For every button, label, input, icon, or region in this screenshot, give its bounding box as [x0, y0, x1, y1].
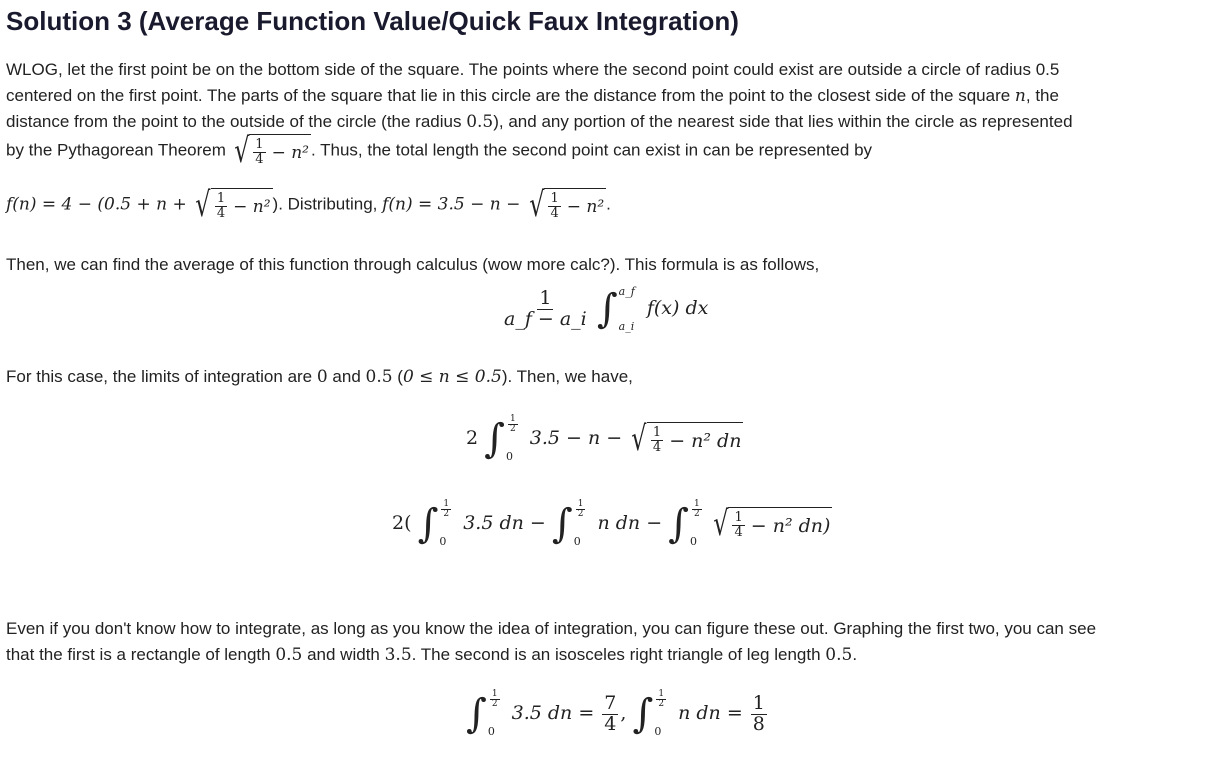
- text-line: WLOG, let the first point be on the bottom side of the square. The points where the second point could exist are outside a circle of radius 0.5: [6, 60, 1060, 79]
- text-line: centered on the first point. The parts of the square that lie in this circle are the distance from the point to the closest side of the square n, the: [6, 86, 1059, 106]
- equation-results: ∫ $\frac{1}{2}$ 0 3.5 dn = $\frac{7}{4}$ , ∫ $\frac{1}{2}$ 0 n dn = $\frac{1}{8}$: [466, 689, 765, 738]
- text-line: Even if you don't know how to integrate, as long as you know the idea of integration, you can figure these out. Graphing the first two, you can see: [6, 619, 1097, 638]
- paragraph-limits: For this case, the limits of integration are 0 and 0.5 (0 ≤ n ≤ 0.5). Then, we have,: [6, 367, 633, 387]
- equation-integral-1: 2 ∫ $\frac{1}{2}$ 0 3.5 − n − √ $\frac{1}{4}$ − n² dn: [466, 414, 742, 463]
- equation-integral-2: 2( ∫ $\frac{1}{2}$ 0 3.5 dn − ∫ $\frac{1}{2}$ 0 n dn − ∫ $\frac{1}{2}$ 0 √ $\frac{1}{4}$ − n² dn): [392, 499, 831, 548]
- text-line-pythagorean: by the Pythagorean Theorem √ $\frac{1}{4}$ − n² . Thus, the total length the second point can exist in can be represented by: [6, 131, 873, 171]
- sqrt-expression: √ $\frac{1}{4}$ − n²: [233, 131, 309, 171]
- text-line: that the first is a rectangle of length 0.5 and width 3.5. The second is an isosceles right triangle of leg length 0.5.: [6, 645, 858, 665]
- text-line: distance from the point to the outside of the circle (the radius 0.5), and any portion of the nearest side that lies within the circle as represented: [6, 112, 1073, 132]
- formula-line: f(n) = 4 − (0.5 + n + √ $\frac{1}{4}$ − n² ). Distributing, f(n) = 3.5 − n − √ $\frac{1}{4}$ − n² .: [6, 185, 611, 225]
- paragraph-graphing: [6, 616, 1206, 668]
- paragraph-average: Then, we can find the average of this function through calculus (wow more calc?). This formula is as follows,: [6, 255, 820, 274]
- average-formula: $\frac{1}{a\_f - a\_i}$ ∫ a_f a_i f(x) dx: [504, 285, 709, 333]
- section-heading: Solution 3 (Average Function Value/Quick Faux Integration): [6, 6, 739, 36]
- paragraph-intro: [6, 57, 1206, 135]
